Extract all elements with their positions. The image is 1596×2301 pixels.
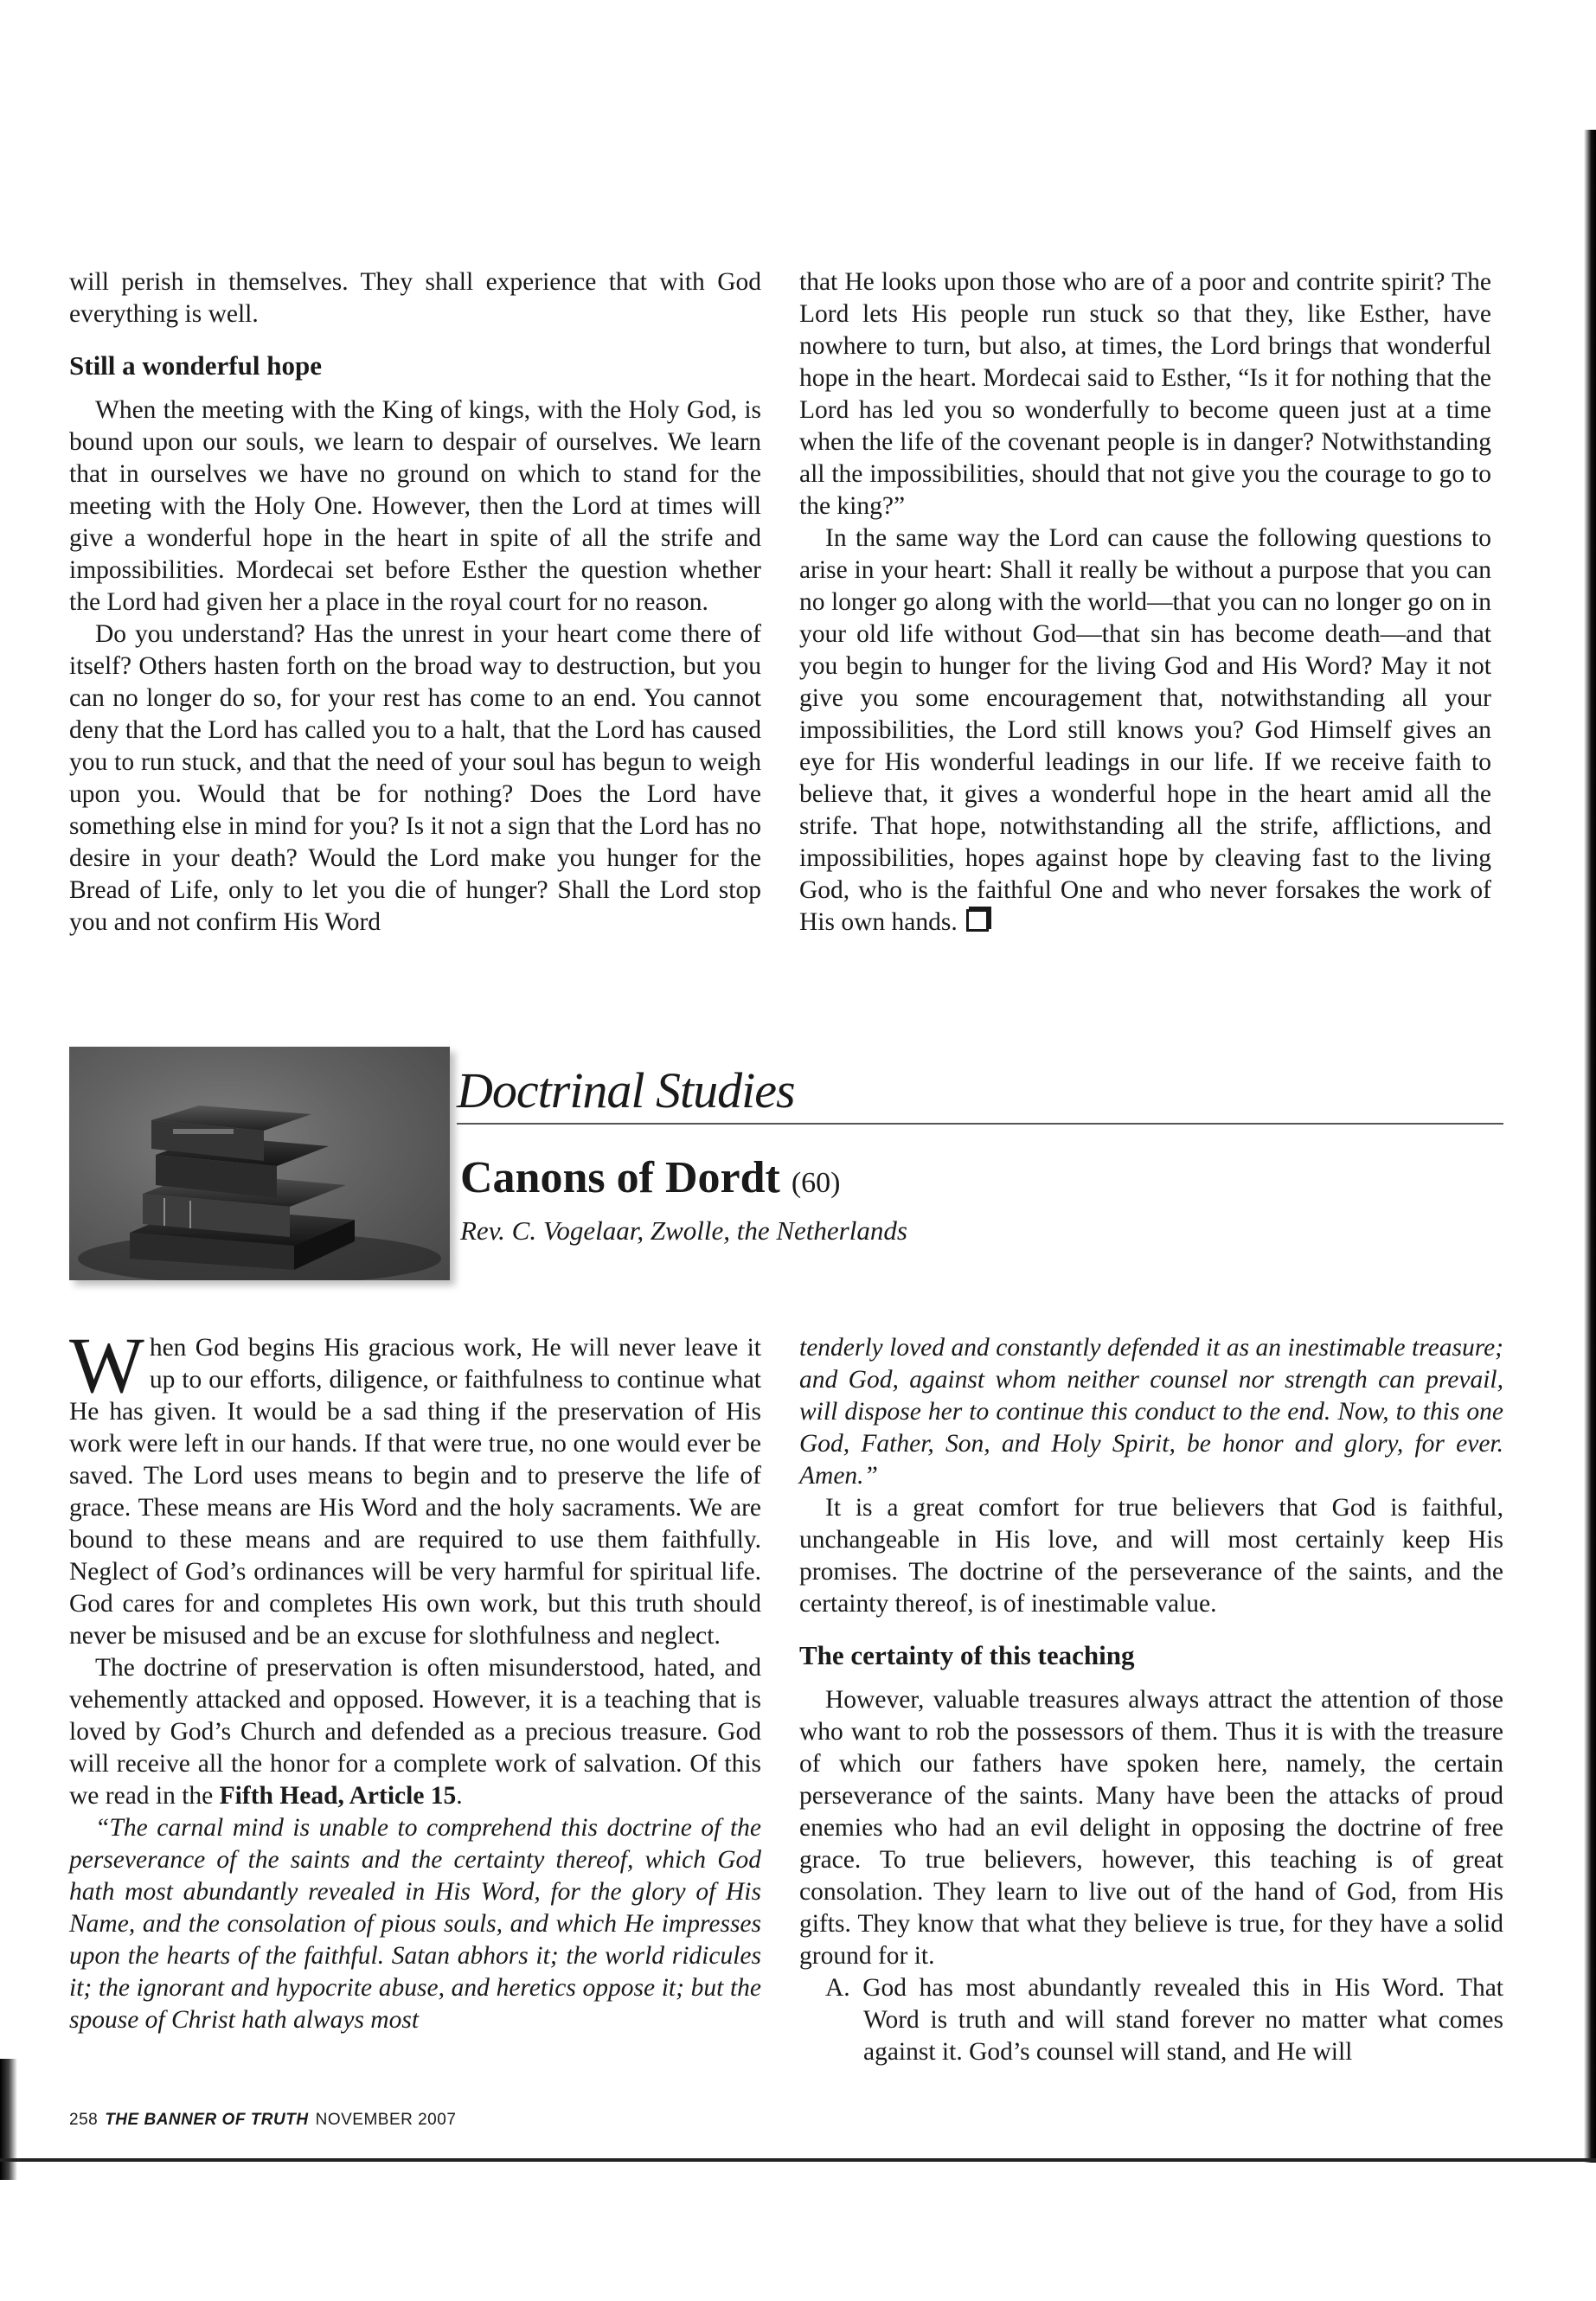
bottom-right-column — [799, 1332, 1503, 2068]
paragraph: It is a great comfort for true believers that God is faithful, unchangeable in His love, and will most certainly keep His promises. The doctrine of the perseverance of the saints, and the certainty thereof, is of inestimable value. — [799, 1494, 1503, 1618]
books-photo — [69, 1047, 450, 1280]
paragraph — [799, 522, 1491, 939]
quotation-continued: tenderly loved and constantly defended it as an inestimable treasure; and God, against whom neither counsel nor strength can prevail, will dispose her to continue this conduct to the end. Now, to this one God, Father, Son, and Holy Spirit, be honor and glory, for ever. Amen.” — [799, 1334, 1503, 1490]
paragraph-text: In the same way the Lord can cause the following questions to arise in your heart: Shall it really be without a purpose that you can no longer go along with the world—that you can no longer go on in your old life without God—that sin has become death—and that you begin to hunger for the living God and His Word? May it not give you some encouragement that, notwithstanding all your impossibilities, the Lord still knows you? God Himself gives an eye for His wonderful leadings in our life. If we receive faith to believe that, it gives a wonderful hope in the heart amid all the strife. That hope, notwithstanding all the strife, afflictions, and impossibilities, hopes against hope by cleaving fast to the living God, who is the faithful One and who never forsakes the work of His own hands. — [799, 524, 1491, 936]
author-byline: Rev. C. Vogelaar, Zwolle, the Netherlands — [460, 1215, 907, 1246]
subheading-wonderful-hope: Still a wonderful hope — [69, 350, 322, 381]
top-left-column — [69, 266, 761, 939]
paragraph: Do you understand? Has the unrest in your heart come there of itself? Others hasten forth on the broad way to destruction, but you can no longer do so, for your rest has come to an end. You cannot deny that the Lord has called you to a halt, that the Lord has caused you to run stuck, and that the need of your soul has begun to weigh upon you. Would that be for nothing? Does the Lord have something else in mind for you? Is it not a sign that the Lord has no desire in your death? Would the Lord make you hunger for the Bread of Life, only to let you die of hunger? Shall the Lord stop you and not confirm His Word — [69, 620, 761, 936]
subheading-certainty: The certainty of this teaching — [799, 1640, 1135, 1670]
article-number: (60) — [791, 1167, 841, 1199]
page-footer — [69, 2111, 456, 2130]
article-title — [460, 1152, 840, 1209]
quotation: “The carnal mind is unable to comprehend this doctrine of the perseverance of the saints and the certainty thereof, which God hath most abundantly revealed in His Word, for the glory of His Name, and the consolation of pious souls, and which He impresses upon the hearts of the faithful. Satan abhors it; the world ridicules it; the ignorant and hypocrite abuse, and heretics oppose it; but the spouse of Christ hath always most — [69, 1814, 761, 2034]
end-of-article-mark-icon — [966, 909, 989, 932]
publication-name: THE BANNER OF TRUTH — [105, 2111, 309, 2129]
paragraph-end: . — [456, 1782, 463, 1810]
paragraph-text: hen God begins His gracious work, He will never leave it up to our efforts, diligence, or faithfulness to continue what He has given. It would be a sad thing if the preservation of His work were left in our hands. If that were true, no one would ever be saved. The Lord uses means to begin and to preserve the life of grace. These means are His Word and the holy sacraments. We are bound to these means and are required to use them faithfully. Neglect of God’s ordinances will be very harmful for spiritual life. God cares for and completes His own work, but this truth should never be misused and be an excuse for slothfulness and neglect. — [69, 1334, 761, 1650]
title-rule — [457, 1123, 1503, 1125]
section-title: Doctrinal Studies — [457, 1062, 795, 1118]
paragraph: that He looks upon those who are of a poor and contrite spirit? The Lord lets His people run stuck so that they, like Esther, have nowhere to turn, but also, at times, the Lord brings that wonderful hope in the heart. Mordecai said to Esther, “Is it for nothing that the Lord has led you so wonderfully to become queen just at a time when the life of the covenant people is in danger? Notwithstanding all the impossibilities, should that not give you the courage to go to the king?” — [799, 268, 1491, 520]
page-edge-left — [0, 2059, 17, 2180]
paragraph-text: The doctrine of preservation is often misunderstood, hated, and vehemently attacked and opposed. However, it is a teaching that is loved by God’s Church and defended as a precious treasure. God will receive all the honor for a complete work of salvation. Of this we read in the — [69, 1654, 761, 1810]
page-edge-right — [1584, 130, 1596, 2163]
paragraph: However, valuable treasures always attract the attention of those who want to rob the possessors of them. Thus it is with the treasure of which our fathers have spoken here, namely, the certain perseverance of the saints. Many have been the attacks of proud enemies who had an evil delight in opposing the doctrine of free grace. To true believers, however, this teaching is of great consolation. They learn to live out of the hand of God, from His gifts. They know that what they believe is true, for they have a solid ground for it. — [799, 1686, 1503, 1970]
bottom-left-column — [69, 1321, 761, 2036]
paragraph — [69, 1321, 761, 1652]
stacked-books-illustration — [69, 1047, 450, 1280]
page-edge-bottom — [0, 2158, 1596, 2162]
article-title-text: Canons of Dordt — [460, 1153, 780, 1202]
article-reference: Fifth Head, Article 15 — [219, 1782, 457, 1810]
paragraph: will perish in themselves. They shall experience that with God everything is well. — [69, 268, 761, 328]
page-number: 258 — [69, 2111, 99, 2129]
paragraph: When the meeting with the King of kings, with the Holy God, is bound upon our souls, we learn to despair of ourselves. We learn that in ourselves we have no ground on which to stand for the meeting with the Holy One. However, then the Lord at times will give a wonderful hope in the heart in spite of all the strife and impossibilities. Mordecai set before Esther the question whether the Lord had given her a place in the royal court for no reason. — [69, 396, 761, 616]
issue-date: NOVEMBER 2007 — [315, 2111, 457, 2129]
list-item-a: A. God has most abundantly revealed this in His Word. That Word is truth and will stand forever no matter what comes against it. God’s counsel will stand, and He will — [825, 1974, 1503, 2066]
paragraph — [69, 1652, 761, 1812]
top-right-column — [799, 266, 1491, 939]
drop-cap: W — [69, 1321, 144, 1409]
